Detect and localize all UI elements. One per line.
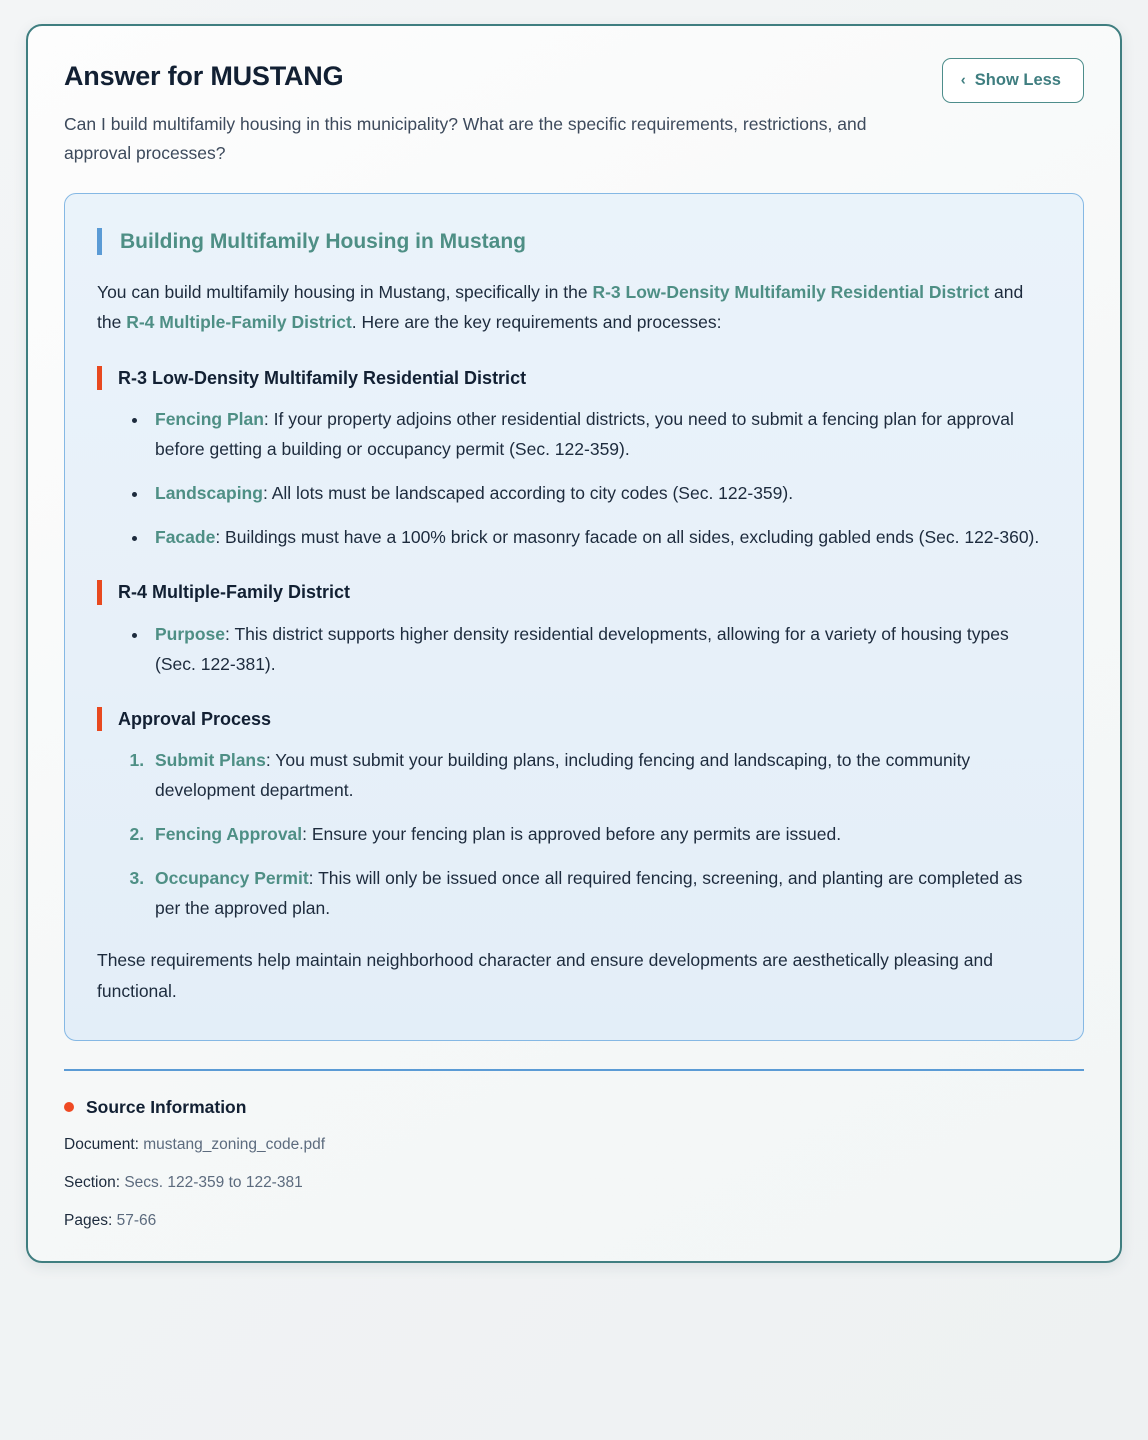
list-item-text: : Buildings must have a 100% brick or masonry facade on all sides, excluding gabled ends (Sec. 122-360). [215,527,1040,548]
list-item [149,745,1049,805]
requirements-list-r3 [97,404,1049,552]
list-item-term: Fencing Approval [155,824,303,845]
list-item-text: : All lots must be landscaped according to city codes (Sec. 122-359). [262,483,794,504]
source-section-row [64,1173,1084,1194]
closing-paragraph: These requirements help maintain neighborhood character and ensure developments are aesthetically pleasing and functional. [97,950,993,1001]
intro-part-2: and the [97,282,1024,333]
subsection-heading-r4: R-4 Multiple-Family District [97,580,1049,604]
list-item-text: : This will only be issued once all required fencing, screening, and planting are completed as per the approved plan. [155,868,1023,919]
answer-heading: Building Multifamily Housing in Mustang [97,228,1049,255]
list-item [149,863,1049,923]
source-section-value: Secs. 122-359 to 122-381 [124,1173,303,1191]
intro-part-1: You can build multifamily housing in Mustang, specifically in the [97,282,593,303]
district-r4-mention: R-4 Multiple-Family District [126,312,352,333]
list-item-term: Submit Plans [155,750,266,771]
show-less-button[interactable] [942,58,1084,103]
list-item-term: Occupancy Permit [155,868,309,889]
source-pages-label: Pages: [64,1211,113,1229]
chevron-left-icon: ‹ [960,71,966,89]
source-pages-value: 57-66 [116,1211,157,1229]
list-item-term: Facade [155,527,216,548]
source-title-row [64,1097,1084,1118]
subsection-heading-approval: Approval Process [97,707,1049,731]
source-pages-row [64,1211,1084,1232]
show-less-label: Show Less [974,71,1061,89]
list-item [149,478,1049,508]
source-information-section [64,1071,1084,1232]
source-section-label: Section: [64,1173,121,1191]
source-document-value: mustang_zoning_code.pdf [143,1135,326,1153]
page-title: Answer for MUSTANG [64,61,344,91]
requirements-list-r4 [97,619,1049,679]
list-item-text: : If your property adjoins other residential districts, you need to submit a fencing plan for approval before getting a building or occupancy permit (Sec. 122-359). [155,408,1014,459]
intro-paragraph [97,277,1049,337]
answer-body [64,193,1084,1041]
answer-header [64,60,1084,167]
list-item-term: Landscaping [155,483,263,504]
list-item-term: Purpose [155,623,226,644]
list-item-text: : This district supports higher density residential developments, allowing for a variety of housing types (Sec. 122-381). [155,623,1009,674]
approval-steps-list [97,745,1049,923]
list-item-text: : Ensure your fencing plan is approved before any permits are issued. [302,824,842,845]
list-item [149,404,1049,464]
answer-card [26,24,1122,1263]
list-item [149,819,1049,849]
subsection-heading-r3: R-3 Low-Density Multifamily Residential District [97,366,1049,390]
intro-part-3: . Here are the key requirements and processes: [351,312,722,333]
source-document-row [64,1135,1084,1156]
question-text: Can I build multifamily housing in this municipality? What are the specific requirements, restrictions, and approval processes? [64,114,867,163]
list-item [149,619,1049,679]
source-document-label: Document: [64,1135,139,1153]
list-item [149,522,1049,552]
list-item-text: : You must submit your building plans, including fencing and landscaping, to the community development department. [155,750,971,801]
source-title: Source Information [86,1096,247,1117]
list-item-term: Fencing Plan [155,408,264,429]
district-r3-mention: R-3 Low-Density Multifamily Residential District [592,282,990,303]
orange-dot-icon [64,1102,74,1112]
